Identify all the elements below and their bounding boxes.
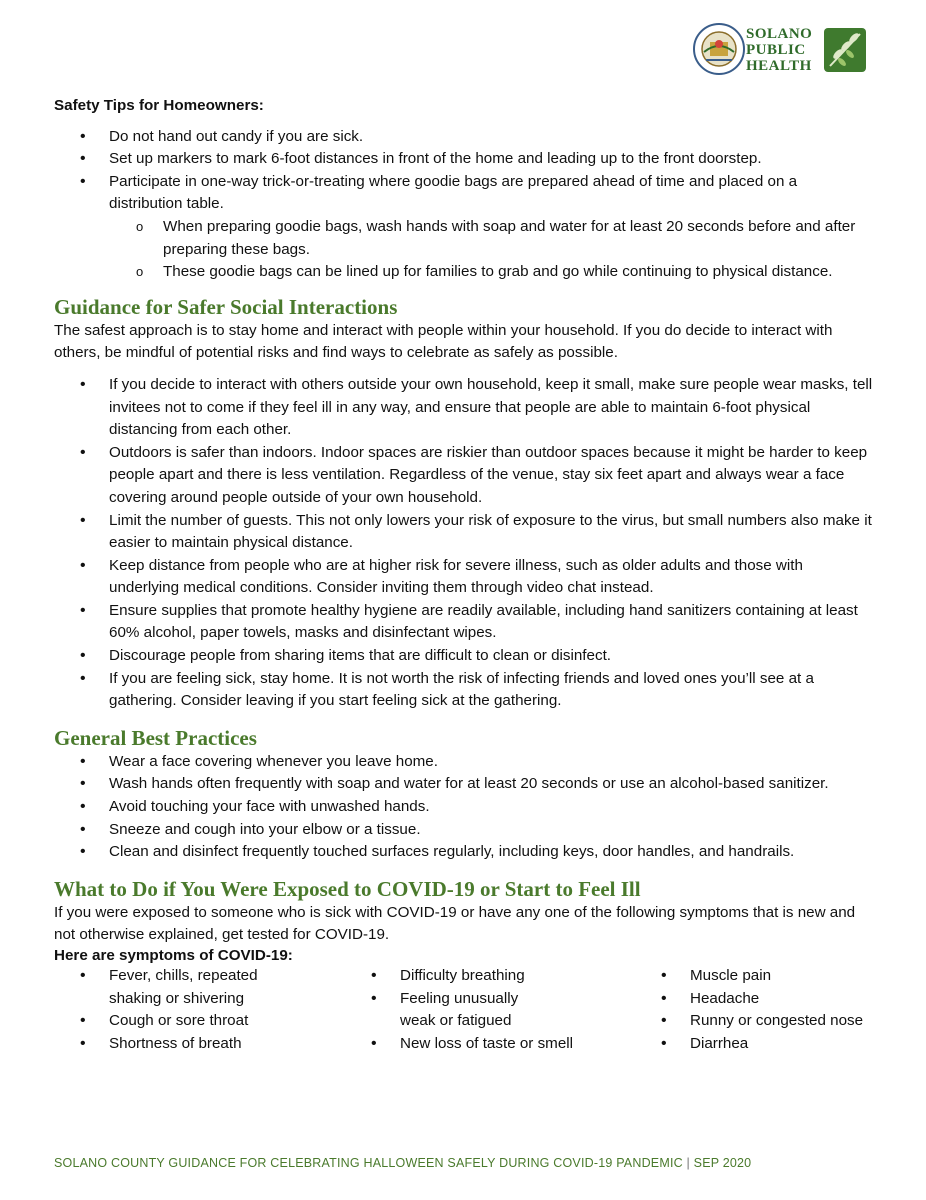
list-item: • If you decide to interact with others outside your own household, keep it small, make sure people wear masks, tell invitees not to come if they feel ill in any way, and ensure that people are able to maintain 6-foot physical distancing from each other. <box>54 374 874 442</box>
document-body <box>54 95 874 1055</box>
symptoms-column-3 <box>635 965 874 1055</box>
leaf-emblem-icon <box>822 24 868 74</box>
list-item: • Headache <box>635 988 874 1011</box>
footer-text: SOLANO COUNTY GUIDANCE FOR CELEBRATING HALLOWEEN SAFELY DURING COVID-19 PANDEMIC <box>54 1156 683 1170</box>
list-item: • If you are feeling sick, stay home. It is not worth the risk of infecting friends and loved ones you’ll see at a gathering. Consider leaving if you start feeling sick at the gathering. <box>54 668 874 713</box>
list-item: • Cough or sore throat <box>54 1010 284 1033</box>
list-item: • Fever, chills, repeated shaking or shivering <box>54 965 284 1010</box>
sub-list-item: o These goodie bags can be lined up for families to grab and go while continuing to physical distance. <box>54 261 874 284</box>
list-item: • Muscle pain <box>635 965 874 988</box>
practices-list <box>54 751 874 864</box>
list-item: • Participate in one-way trick-or-treating where goodie bags are prepared ahead of time and placed on a distribution table. <box>54 171 874 216</box>
list-item: • Feeling unusually weak or fatigued <box>345 988 595 1033</box>
list-item: • Discourage people from sharing items that are difficult to clean or disinfect. <box>54 645 874 668</box>
list-item: • Outdoors is safer than indoors. Indoor spaces are riskier than outdoor spaces because it might be harder to keep people apart and there is less ventilation. Regardless of the venue, stay six feet apart and always wear a face covering around people outside of your own household. <box>54 442 874 510</box>
logo-line-3: HEALTH <box>746 58 812 74</box>
logo-line-1: SOLANO <box>746 26 813 42</box>
list-item: • Clean and disinfect frequently touched surfaces regularly, including keys, door handles, and handrails. <box>54 841 874 864</box>
list-item: • Runny or congested nose <box>635 1010 874 1033</box>
county-seal-icon <box>692 22 746 76</box>
list-item: • Avoid touching your face with unwashed hands. <box>54 796 874 819</box>
list-item: • Limit the number of guests. This not only lowers your risk of exposure to the virus, but small numbers also make it easier to maintain physical distance. <box>54 510 874 555</box>
homeowners-list <box>54 126 874 284</box>
page-footer <box>54 1156 751 1170</box>
list-item: • Keep distance from people who are at higher risk for severe illness, such as older adults and those with underlying medical conditions. Consider inviting them through video chat instead. <box>54 555 874 600</box>
symptoms-column-1 <box>54 965 284 1055</box>
list-item: • Sneeze and cough into your elbow or a tissue. <box>54 819 874 842</box>
list-item: • Shortness of breath <box>54 1033 284 1056</box>
footer-separator: | <box>686 1156 690 1170</box>
social-list <box>54 374 874 713</box>
social-intro: The safest approach is to stay home and interact with people within your household. If you do decide to interact with others, be mindful of potential risks and find ways to celebrate as safely as possible. <box>54 321 833 362</box>
logo-wordmark <box>746 26 812 74</box>
symptoms-column-2 <box>345 965 595 1055</box>
footer-date: SEP 2020 <box>693 1156 752 1170</box>
symptoms-label: Here are symptoms of COVID-19: <box>54 947 293 964</box>
list-item: • Wear a face covering whenever you leave home. <box>54 751 874 774</box>
exposed-heading: What to Do if You Were Exposed to COVID-19 or Start to Feel Ill <box>54 876 641 901</box>
homeowners-title: Safety Tips for Homeowners: <box>54 97 264 114</box>
social-heading: Guidance for Safer Social Interactions <box>54 294 398 319</box>
symptoms-columns <box>54 965 874 1055</box>
list-item: • Set up markers to mark 6-foot distances in front of the home and leading up to the front doorstep. <box>54 148 874 171</box>
list-item: • Do not hand out candy if you are sick. <box>54 126 874 149</box>
solano-public-health-logo <box>690 22 870 78</box>
practices-heading: General Best Practices <box>54 725 257 750</box>
list-item: • Wash hands often frequently with soap and water for at least 20 seconds or use an alcohol-based sanitizer. <box>54 773 874 796</box>
list-item: • Difficulty breathing <box>345 965 595 988</box>
sub-list-item: o When preparing goodie bags, wash hands with soap and water for at least 20 seconds before and after preparing these bags. <box>54 216 874 261</box>
list-item: • Ensure supplies that promote healthy hygiene are readily available, including hand sanitizers containing at least 60% alcohol, paper towels, masks and disinfectant wipes. <box>54 600 874 645</box>
logo-line-2: PUBLIC <box>746 42 806 58</box>
exposed-intro: If you were exposed to someone who is sick with COVID-19 or have any one of the following symptoms that is new and not otherwise explained, get tested for COVID-19. <box>54 903 856 944</box>
list-item: • New loss of taste or smell <box>345 1033 595 1056</box>
list-item: • Diarrhea <box>635 1033 874 1056</box>
